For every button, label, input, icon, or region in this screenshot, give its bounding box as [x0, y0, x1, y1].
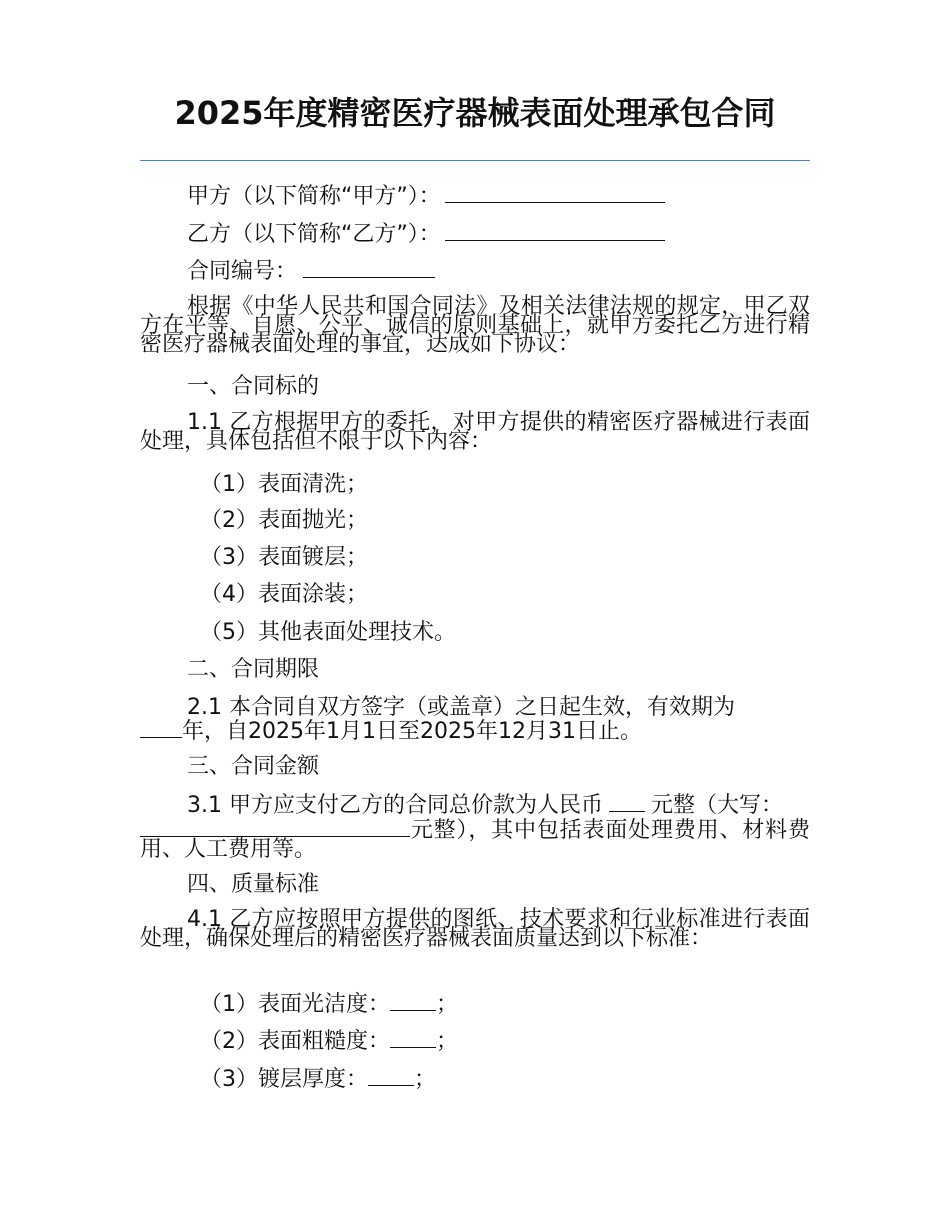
quality-item-finish [200, 990, 458, 1018]
contract-number-line [187, 257, 435, 285]
thickness-end: ； [414, 1067, 437, 1092]
quality-item-roughness-label: （2）表面粗糙度： [200, 1029, 390, 1054]
quality-item-thickness-label: （3）镀层厚度： [200, 1067, 368, 1092]
roughness-end: ； [436, 1029, 459, 1054]
term-years-blank [140, 717, 182, 738]
preamble-paragraph: 根据《中华人民共和国合同法》及相关法律法规的规定，甲乙双方在平等、自愿、公平、诚信的原则基础上，就甲方委托乙方进行精密医疗器械表面处理的事宜，达成如下协议： [140, 294, 810, 357]
quality-item-roughness [200, 1027, 458, 1055]
amount-uppercase-blank [140, 816, 410, 837]
section-1-heading: 一、合同标的 [187, 374, 320, 399]
clause-4-1: 4.1 乙方应按照甲方提供的图纸、技术要求和行业标准进行表面处理，确保处理后的精密医疗器械表面质量达到以下标准： [140, 907, 810, 951]
section-2-heading: 二、合同期限 [187, 657, 320, 682]
list-item-other-techniques: （5）其他表面处理技术。 [200, 620, 456, 645]
finish-blank [390, 990, 436, 1011]
party-a-label: 甲方（以下简称“甲方”）： [187, 184, 441, 209]
party-a-line [187, 182, 665, 210]
clause-3-1-part-a: 3.1 甲方应支付乙方的合同总价款为人民币 [187, 793, 603, 818]
finish-end: ； [436, 992, 459, 1017]
clause-3-1-line-1 [187, 791, 783, 819]
section-3-heading: 三、合同金额 [187, 754, 320, 779]
clause-2-1-line-1: 2.1 本合同自双方签字（或盖章）之日起生效，有效期为 [187, 695, 735, 720]
clause-3-1-part-b: 元整（大写： [650, 793, 783, 818]
clause-3-1-part-c: 元整），其中包括表面处理费用、材料费用、人工费用等。 [140, 818, 810, 862]
thickness-blank [368, 1065, 414, 1086]
clause-2-1-tail: 年，自2025年1月1日至2025年12月31日止。 [182, 719, 642, 744]
clause-2-1-line-2 [140, 717, 642, 745]
party-b-label: 乙方（以下简称“乙方”）： [187, 222, 441, 247]
party-b-blank [445, 220, 665, 241]
document-title: 2025年度精密医疗器械表面处理承包合同 [174, 94, 776, 132]
clause-3-1-cont [140, 816, 810, 862]
list-item-surface-cleaning: （1）表面清洗； [200, 472, 368, 497]
amount-blank [609, 791, 645, 812]
title-divider [140, 160, 810, 161]
list-item-surface-plating: （3）表面镀层； [200, 545, 368, 570]
party-a-blank [445, 182, 665, 203]
party-b-line [187, 220, 665, 248]
section-4-heading: 四、质量标准 [187, 872, 320, 897]
list-item-surface-coating: （4）表面涂装； [200, 582, 368, 607]
quality-item-finish-label: （1）表面光洁度： [200, 992, 390, 1017]
quality-item-thickness [200, 1065, 436, 1093]
list-item-surface-polishing: （2）表面抛光； [200, 508, 368, 533]
roughness-blank [390, 1027, 436, 1048]
clause-1-1: 1.1 乙方根据甲方的委托，对甲方提供的精密医疗器械进行表面处理，具体包括但不限于以下内容： [140, 410, 810, 454]
contract-number-label: 合同编号： [187, 259, 298, 284]
contract-number-blank [303, 257, 435, 278]
